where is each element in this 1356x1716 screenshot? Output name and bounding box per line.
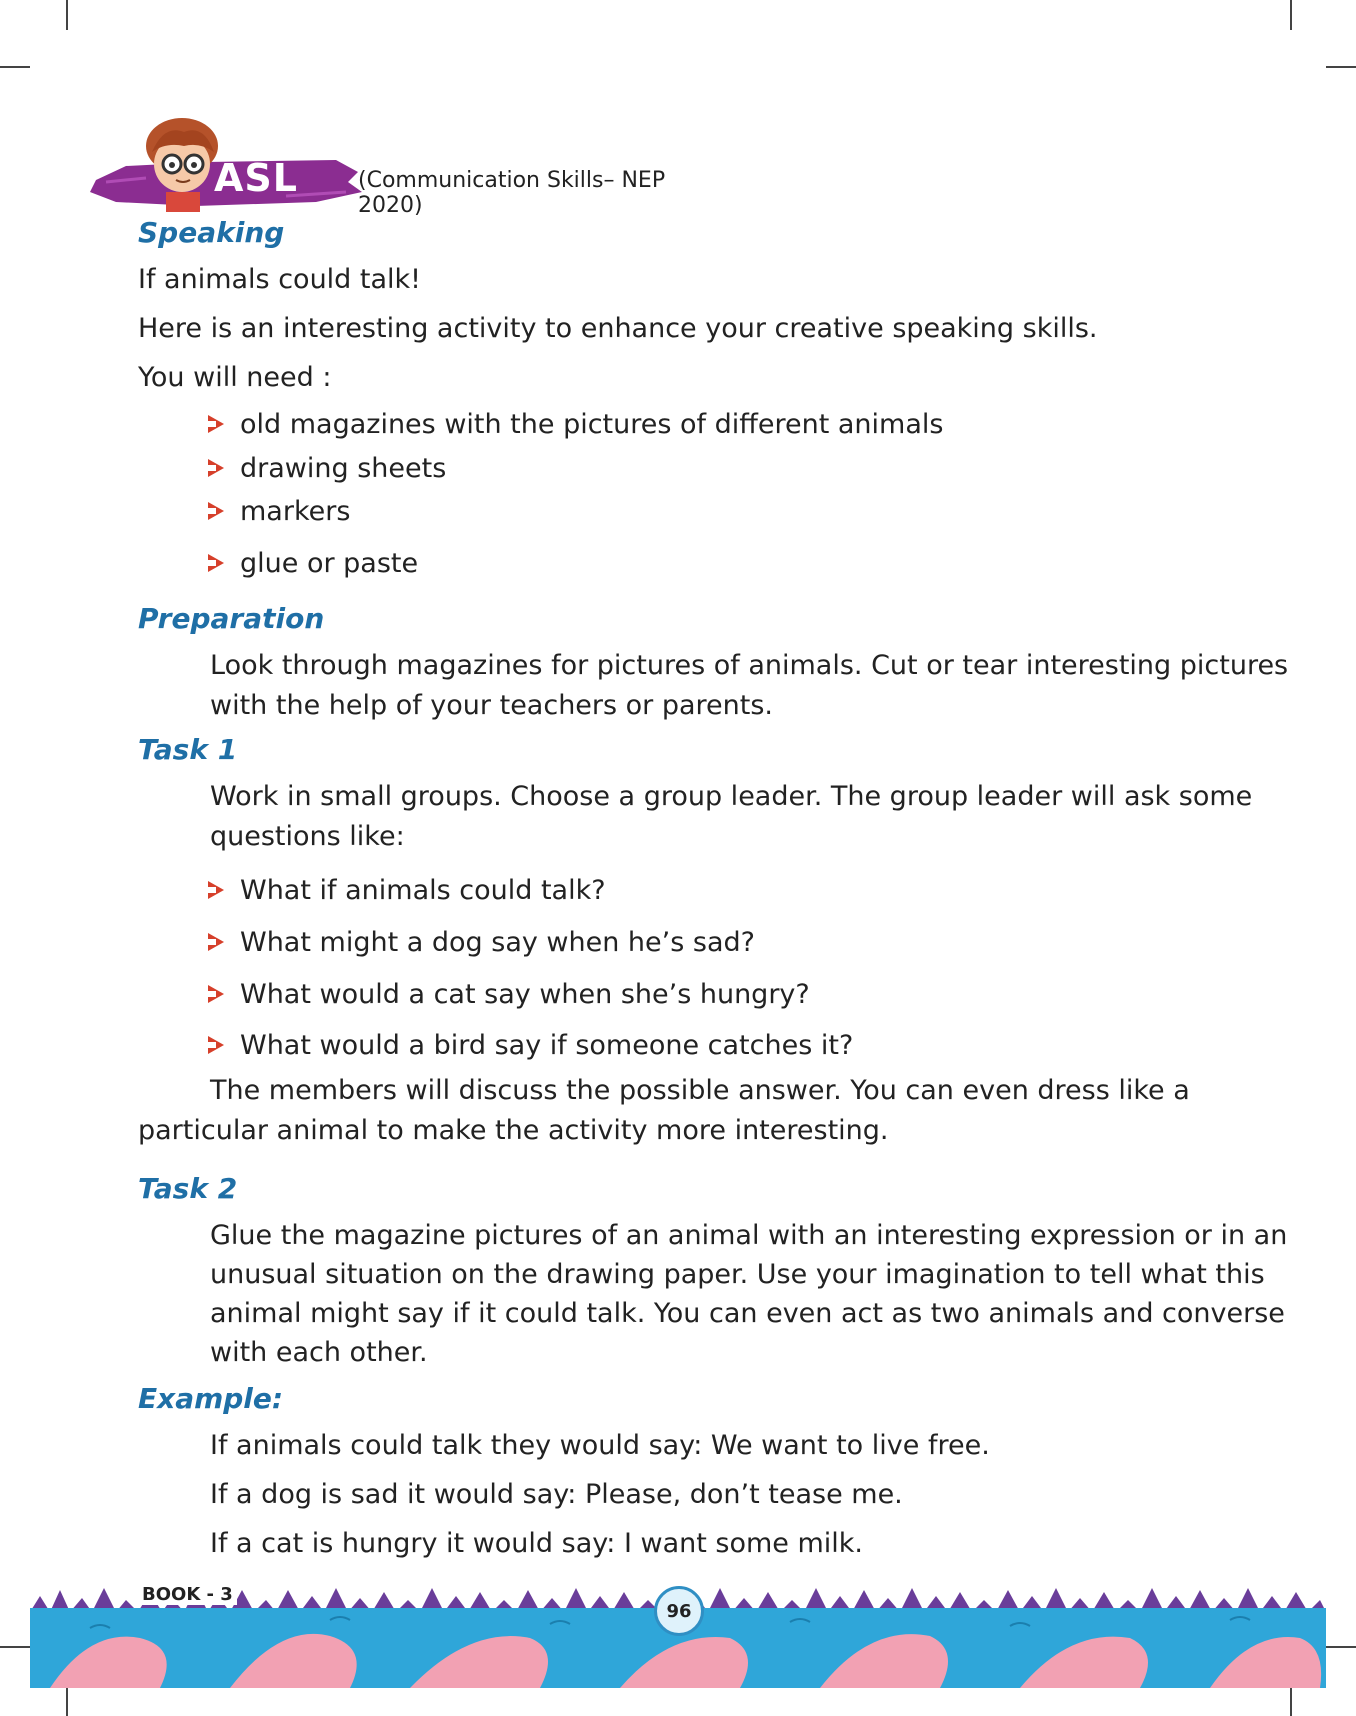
task1-text: questions like:	[210, 821, 405, 852]
list-item-text: drawing sheets	[240, 452, 447, 484]
bullet-arrow-icon	[208, 1036, 224, 1054]
example-line: If a cat is hungry it would say: I want some milk.	[210, 1528, 863, 1559]
bullet-arrow-icon	[208, 985, 224, 1003]
intro-line: You will need :	[138, 362, 332, 393]
task2-text: unusual situation on the drawing paper. Use your imagination to tell what this	[210, 1259, 1265, 1290]
preparation-heading: Preparation	[138, 602, 325, 635]
list-item-text: markers	[240, 495, 351, 527]
task2-text: animal might say if it could talk. You can even act as two animals and converse	[210, 1298, 1285, 1329]
crop-mark	[1290, 1686, 1292, 1716]
example-line: If animals could talk they would say: We want to live free.	[210, 1430, 990, 1461]
question-item	[208, 1025, 853, 1065]
intro-line: Here is an interesting activity to enhance your creative speaking skills.	[138, 313, 1098, 344]
list-item	[208, 404, 943, 444]
question-text: What might a dog say when he’s sad?	[240, 926, 755, 958]
crop-mark	[66, 1686, 68, 1716]
list-item	[208, 448, 446, 488]
list-item-text: old magazines with the pictures of different animals	[240, 408, 944, 440]
question-text: What would a cat say when she’s hungry?	[240, 978, 810, 1010]
crop-mark	[1326, 1646, 1356, 1648]
question-text: What would a bird say if someone catches it?	[240, 1029, 854, 1061]
bullet-arrow-icon	[208, 554, 224, 572]
task2-text: with each other.	[210, 1337, 428, 1368]
task2-heading: Task 2	[138, 1172, 238, 1205]
list-item-text: glue or paste	[240, 547, 419, 579]
bullet-arrow-icon	[208, 459, 224, 477]
task1-text: Work in small groups. Choose a group leader. The group leader will ask some	[210, 781, 1253, 812]
speaking-heading: Speaking	[138, 216, 285, 249]
page-number: 96	[666, 1600, 692, 1622]
crop-mark	[0, 66, 30, 68]
badge-label: ASL	[214, 156, 298, 200]
question-item	[208, 974, 810, 1014]
bullet-arrow-icon	[208, 502, 224, 520]
task1-heading: Task 1	[138, 733, 238, 766]
task1-closing: The members will discuss the possible answer. You can even dress like a	[210, 1075, 1190, 1106]
preparation-text: with the help of your teachers or parents.	[210, 690, 774, 721]
example-heading: Example:	[138, 1382, 284, 1415]
book-label: BOOK - 3	[138, 1584, 237, 1605]
question-item	[208, 870, 606, 910]
intro-line: If animals could talk!	[138, 264, 421, 295]
crop-mark	[1290, 0, 1292, 30]
crop-mark	[66, 0, 68, 30]
example-line: If a dog is sad it would say: Please, don’t tease me.	[210, 1479, 903, 1510]
question-item	[208, 922, 755, 962]
crop-mark	[1326, 66, 1356, 68]
list-item	[208, 543, 418, 583]
page-number-badge	[654, 1586, 704, 1636]
bullet-arrow-icon	[208, 933, 224, 951]
crop-mark	[0, 1646, 30, 1648]
list-item	[208, 491, 350, 531]
bullet-arrow-icon	[208, 881, 224, 899]
bullet-arrow-icon	[208, 415, 224, 433]
task2-text: Glue the magazine pictures of an animal with an interesting expression or in an	[210, 1220, 1288, 1251]
asl-header	[86, 112, 726, 218]
header-subtitle: (Communication Skills– NEP 2020)	[358, 168, 666, 218]
preparation-text: Look through magazines for pictures of animals. Cut or tear interesting pictures	[210, 650, 1289, 681]
task1-closing: particular animal to make the activity more interesting.	[138, 1115, 889, 1146]
question-text: What if animals could talk?	[240, 874, 606, 906]
